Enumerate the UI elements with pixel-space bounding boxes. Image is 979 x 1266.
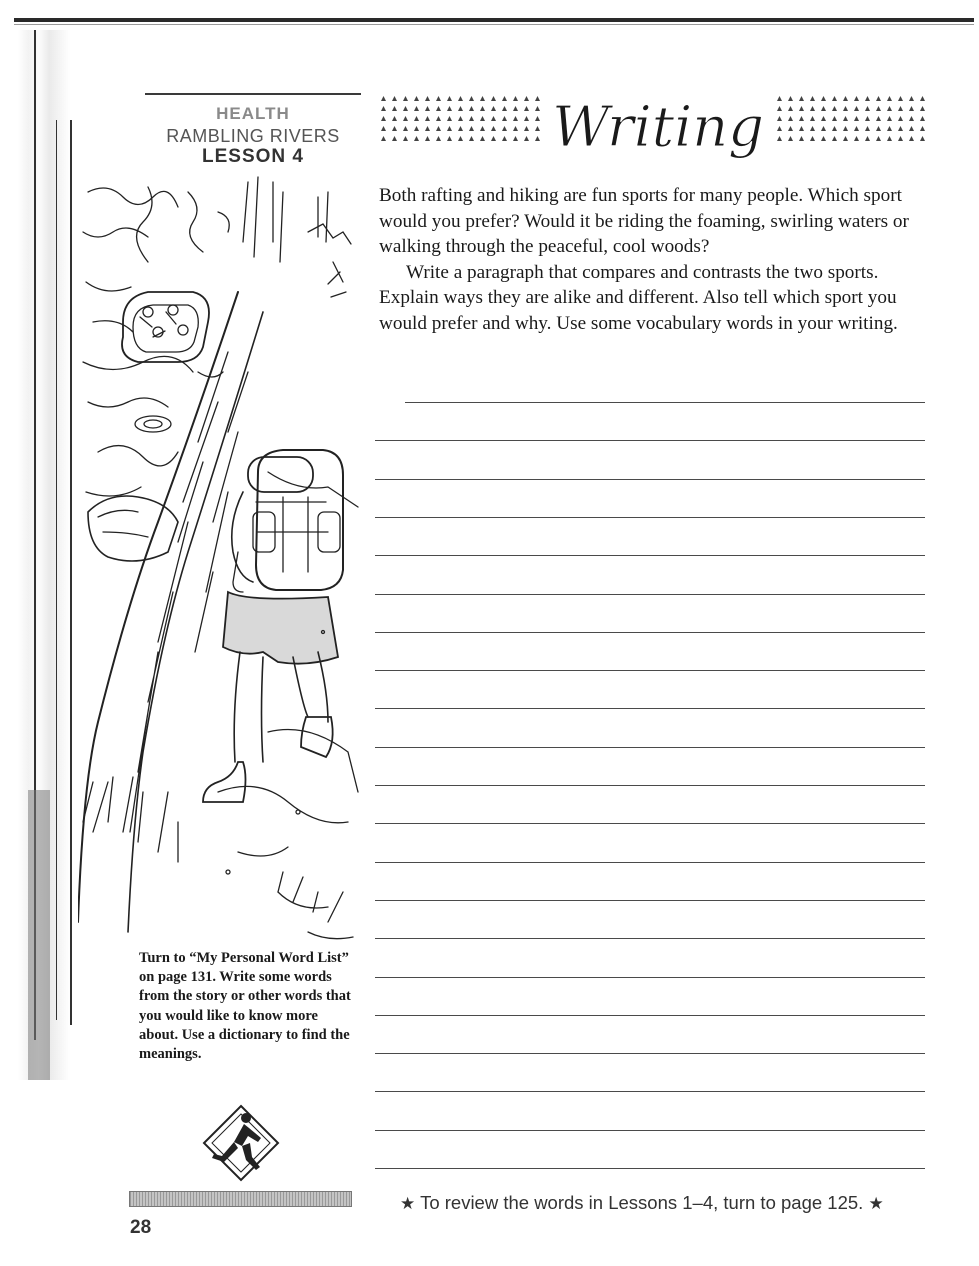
top-rule-secondary	[14, 24, 974, 25]
writing-line[interactable]	[375, 977, 925, 978]
star-icon: ★	[868, 1194, 884, 1213]
prompt-paragraph-1: Both rafting and hiking are fun sports for many people. Which sport would you prefer? Would it be riding the foaming, swirling waters or walking through the peaceful, cool woods?	[379, 185, 909, 258]
writing-line[interactable]	[375, 1130, 925, 1131]
writing-line[interactable]	[375, 862, 925, 863]
writing-line[interactable]	[375, 670, 925, 671]
runner-diamond-logo	[198, 1100, 284, 1186]
writing-line[interactable]	[405, 402, 925, 403]
story-title: RAMBLING RIVERS	[166, 126, 340, 146]
writing-line[interactable]	[375, 1053, 925, 1054]
writing-banner	[378, 84, 928, 164]
star-icon: ★	[400, 1194, 416, 1213]
writing-line[interactable]	[375, 440, 925, 441]
page-number: 28	[130, 1217, 152, 1238]
writing-line[interactable]	[375, 594, 925, 595]
writing-line[interactable]	[375, 1091, 925, 1092]
personal-word-list-note: Turn to “My Personal Word List” on page 131. Write some words from the story or other words that you would like to know more about. Use a dictionary to find the meanings.	[139, 950, 351, 1063]
binding-dark-region	[28, 790, 50, 1080]
prompt-paragraph-2: Write a paragraph that compares and contrasts the two sports. Explain ways they are alike and different. Also tell which sport you would prefer and why. Use some vocabulary words in your writing.	[379, 261, 898, 334]
writing-line[interactable]	[375, 1015, 925, 1016]
writing-line[interactable]	[375, 785, 925, 786]
writing-line[interactable]	[375, 517, 925, 518]
header-rule	[145, 93, 361, 95]
writing-line[interactable]	[375, 632, 925, 633]
writing-line[interactable]	[375, 708, 925, 709]
writing-line[interactable]	[375, 555, 925, 556]
writing-line[interactable]	[375, 823, 925, 824]
binding-line	[56, 120, 57, 1020]
writing-line[interactable]	[375, 938, 925, 939]
river-rafting-hiker-illustration	[78, 172, 360, 942]
writing-title: Writing	[551, 95, 765, 160]
top-rule	[14, 18, 974, 22]
review-text: To review the words in Lessons 1–4, turn to page 125.	[420, 1192, 864, 1213]
writing-line[interactable]	[375, 1168, 925, 1169]
binding-line	[70, 120, 72, 1025]
writing-prompt	[379, 183, 927, 337]
lesson-label: LESSON 4	[202, 146, 304, 167]
review-instruction	[400, 1192, 884, 1214]
writing-line[interactable]	[375, 900, 925, 901]
footer-gray-bar	[129, 1191, 352, 1207]
writing-line[interactable]	[375, 747, 925, 748]
subject-label: HEALTH	[216, 104, 290, 123]
writing-line[interactable]	[375, 479, 925, 480]
